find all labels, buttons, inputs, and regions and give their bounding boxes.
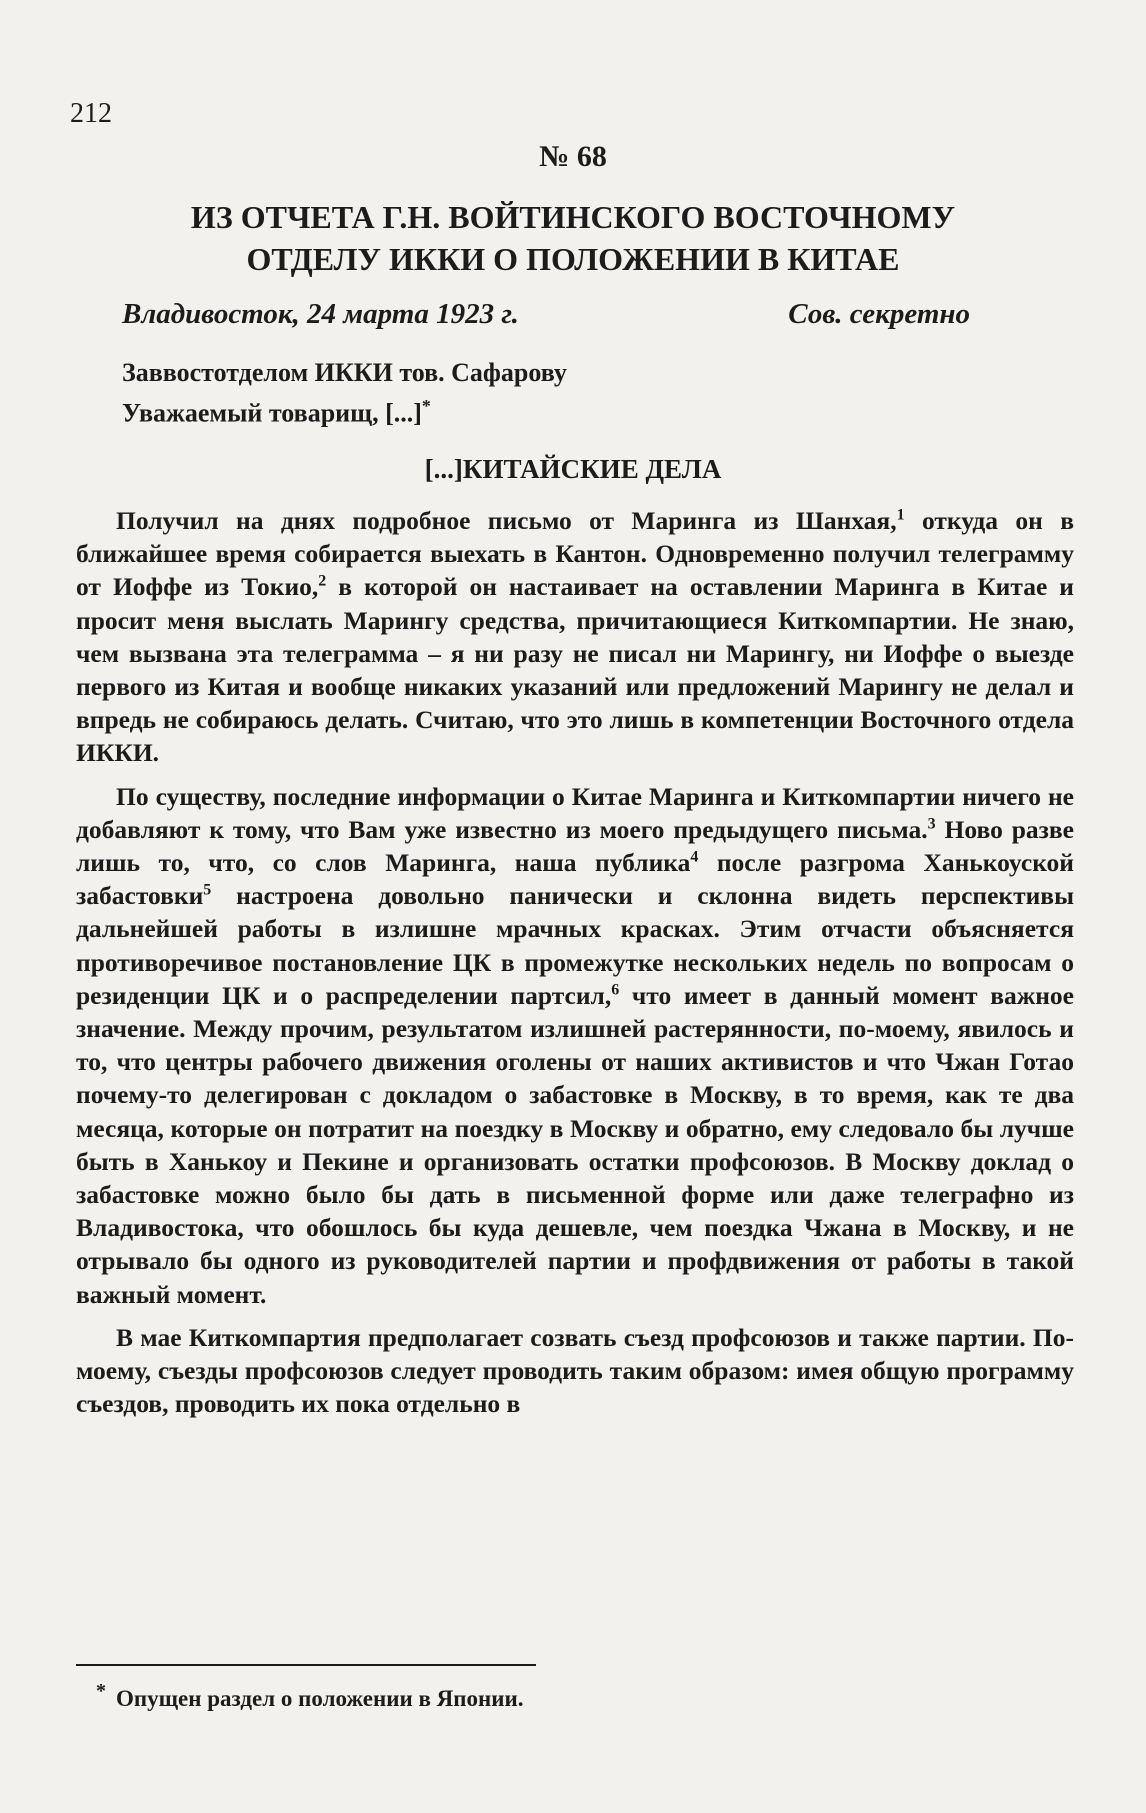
paragraph-1-part-3: в которой он настаивает на оставлении Маринга в Китае и просит меня выслать Марингу средства, причитающиеся Киткомпартии. Не знаю, чем вызвана эта телеграмма – я ни разу не писал ни Марингу, ни Иоффе о выезде первого из Китая и вообще никаких указаний или предложений Марингу не делал и впредь не собираюсь делать. Считаю, что это лишь в компетенции Восточного отдела ИККИ. bbox=[76, 572, 1074, 768]
paragraph-2-part-5: что имеет в данный момент важное значение. Между прочим, результатом излишней растерянности, по-моему, явилось и то, что центры рабочего движения оголены от наших активистов и что Чжан Готао почему-то делегирован с докладом о забастовке в Москву, в то время, как те два месяца, которые он потратит на поездку в Москву и обратно, ему следовало бы лучше быть в Ханькоу и Пекине и организовать остатки профсоюзов. В Москву доклад о забастовке можно было бы дать в письменной форме или даже телеграфно из Владивостока, что обошлось бы куда дешевле, чем поездка Чжана в Москву, и не отрывало бы одного из руководителей партии и профдвижения от работы в такой важный момент. bbox=[76, 980, 1074, 1309]
paragraph-1-part-1: Получил на днях подробное письмо от Маринга из Шанхая, bbox=[116, 506, 897, 535]
footnote-ref-4: 4 bbox=[690, 848, 699, 866]
page-number: 212 bbox=[70, 98, 112, 129]
footnote-ref-5: 5 bbox=[203, 881, 212, 899]
salutation bbox=[122, 396, 431, 429]
paragraph-2 bbox=[76, 780, 1074, 1311]
footnote-ref-2: 2 bbox=[318, 572, 327, 590]
salutation-text: Уважаемый товарищ, [...] bbox=[122, 398, 422, 428]
paragraph-2-part-1: По существу, последние информации о Китае Маринга и Киткомпартии ничего не добавляют к тому, что Вам уже известно из моего предыдущего письма. bbox=[76, 781, 1074, 844]
paragraph-1-part-2: откуда он в ближайшее время собирается выехать в Кантон. Одновременно получил телеграмму от Иоффе из Токио, bbox=[76, 506, 1074, 602]
paragraph-2-part-4: настроена довольно панически и склонна видеть перспективы дальнейшей работы в излишне мрачных красках. Этим отчасти объясняется противоречивое постановление ЦК в промежутке нескольких недель по вопросам о резиденции ЦК и о распределении партсил, bbox=[76, 881, 1074, 1010]
footnote-reference-star: * bbox=[421, 396, 431, 416]
paragraph-3: В мае Киткомпартия предполагает созвать съезд профсоюзов и также партии. По-моему, съезды профсоюзов следует проводить таким образом: имея общую программу съездов, проводить их пока отдельно в bbox=[76, 1322, 1074, 1419]
footnote-text: Опущен раздел о положении в Японии. bbox=[116, 1686, 524, 1711]
place-date: Владивосток, 24 марта 1923 г. bbox=[122, 298, 519, 330]
paragraph-1 bbox=[76, 504, 1074, 770]
section-heading: [...]КИТАЙСКИЕ ДЕЛА bbox=[424, 454, 722, 484]
document-number: № 68 bbox=[539, 140, 607, 173]
footnote-ref-6: 6 bbox=[611, 981, 620, 999]
addressee: Заввостотделом ИККИ тов. Сафарову bbox=[122, 358, 567, 387]
document-title bbox=[100, 196, 1046, 280]
body-text bbox=[76, 504, 1074, 1430]
paragraph-2-part-3: после разгрома Ханькоуской забастовки bbox=[76, 848, 1074, 911]
document-title-line-2: ОТДЕЛУ ИККИ О ПОЛОЖЕНИИ В КИТАЕ bbox=[246, 241, 900, 277]
document-title-line-1: ИЗ ОТЧЕТА Г.Н. ВОЙТИНСКОГО ВОСТОЧНОМУ bbox=[190, 199, 956, 235]
document-meta bbox=[122, 298, 970, 331]
paragraph-2-part-2: Ново разве лишь то, что, со слов Маринга, наша публика bbox=[76, 814, 1074, 878]
footnote-divider bbox=[76, 1664, 536, 1666]
footnote bbox=[96, 1680, 524, 1712]
footnote-ref-3: 3 bbox=[927, 815, 936, 833]
footnote-ref-1: 1 bbox=[896, 506, 905, 524]
classification: Сов. секретно bbox=[788, 298, 970, 330]
footnote-mark: * bbox=[96, 1680, 106, 1702]
